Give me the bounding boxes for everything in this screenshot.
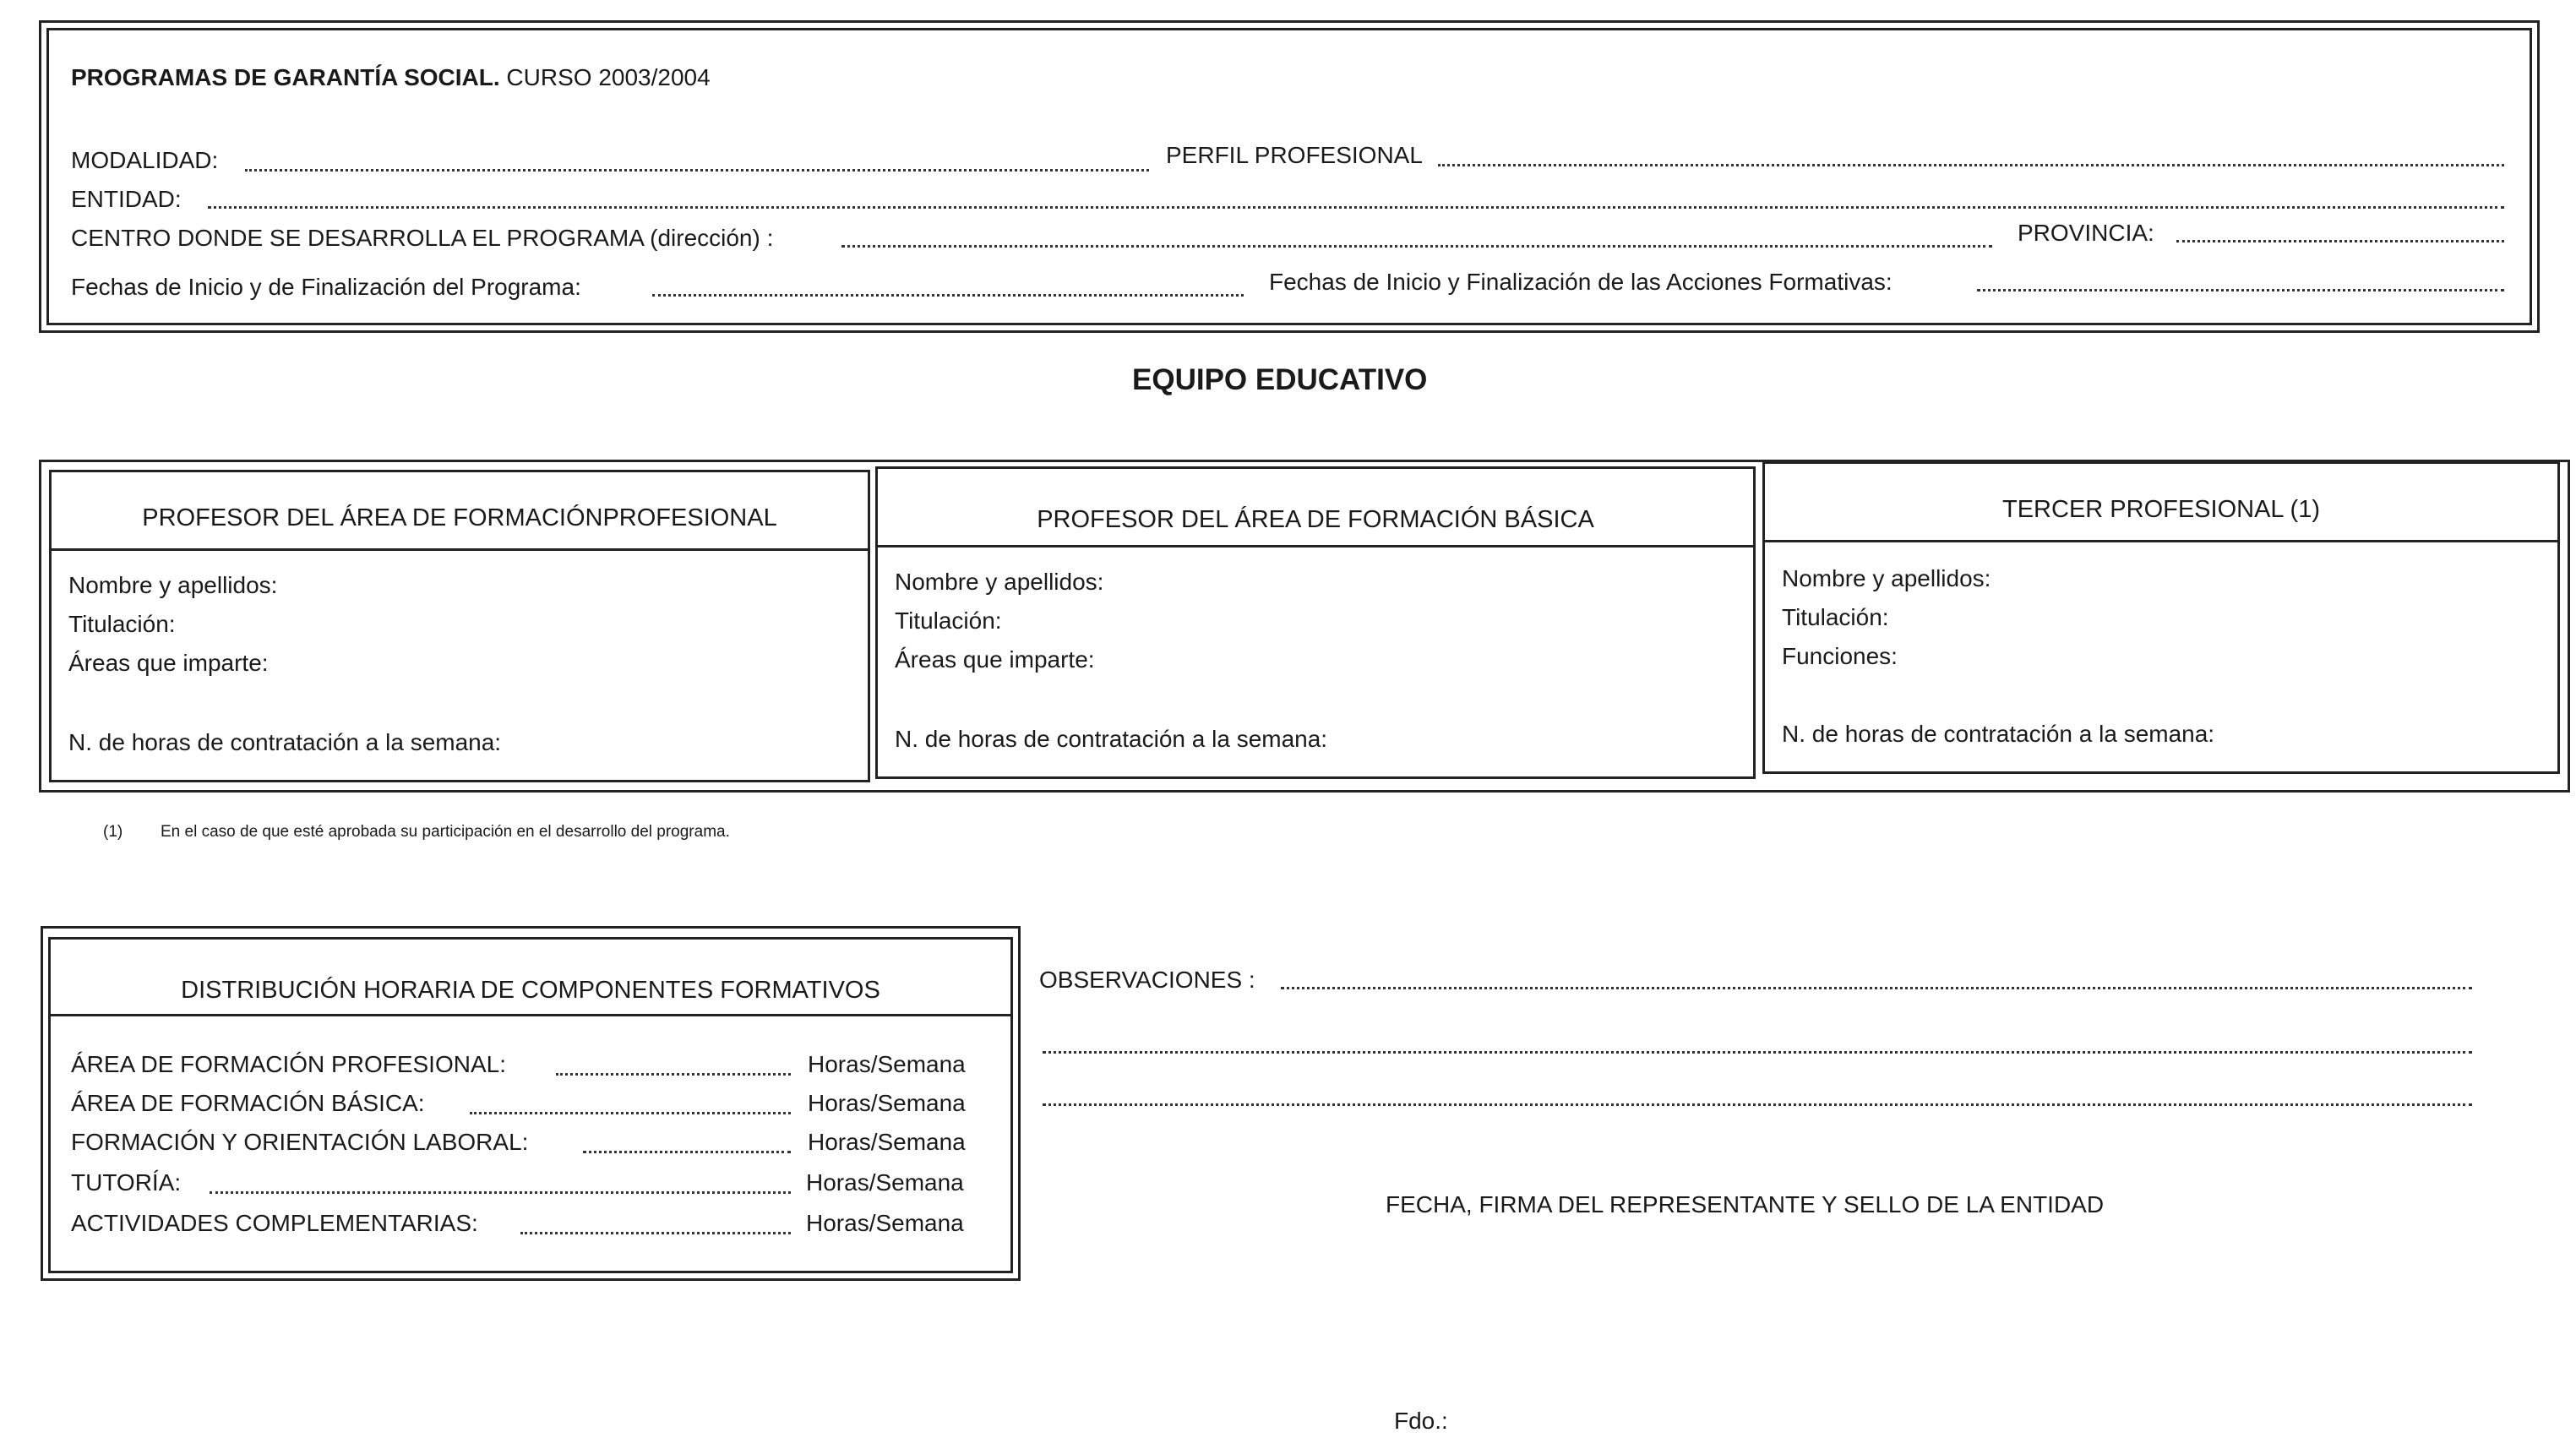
column-2-hours: N. de horas de contratación a la semana: bbox=[895, 726, 1328, 752]
fechas-programa-field[interactable] bbox=[652, 294, 1244, 297]
dist-row-4-unit: Horas/Semana bbox=[806, 1169, 964, 1196]
column-1-heading: PROFESOR DEL ÁREA DE FORMACIÓNPROFESIONAL bbox=[142, 504, 777, 531]
column-1-field-3: Áreas que imparte: bbox=[68, 650, 269, 676]
fechas-programa-label: Fechas de Inicio y de Finalización del Programa: bbox=[71, 274, 581, 300]
fechas-acciones-field[interactable] bbox=[1977, 289, 2504, 291]
dist-row-3-unit: Horas/Semana bbox=[808, 1129, 966, 1155]
equipo-column-2 bbox=[875, 466, 1756, 779]
program-title-bold: PROGRAMAS DE GARANTÍA SOCIAL. bbox=[71, 64, 500, 90]
equipo-column-1 bbox=[49, 470, 870, 782]
distribucion-heading: DISTRIBUCIÓN HORARIA DE COMPONENTES FORMATIVOS bbox=[181, 977, 880, 1004]
modalidad-label: MODALIDAD: bbox=[71, 147, 219, 173]
dist-row-4-field[interactable] bbox=[210, 1191, 791, 1194]
perfil-label: PERFIL PROFESIONAL bbox=[1166, 142, 1423, 168]
entidad-field[interactable] bbox=[208, 206, 2504, 209]
dist-row-1-unit: Horas/Semana bbox=[808, 1051, 966, 1077]
dist-row-5-label: ACTIVIDADES COMPLEMENTARIAS: bbox=[71, 1210, 478, 1236]
provincia-field[interactable] bbox=[2176, 240, 2504, 242]
signature-caption: FECHA, FIRMA DEL REPRESENTANTE Y SELLO DE LA ENTIDAD bbox=[1386, 1191, 2105, 1217]
observaciones-label: OBSERVACIONES : bbox=[1039, 967, 1255, 993]
dist-row-4-label: TUTORÍA: bbox=[71, 1169, 182, 1196]
column-1-hours: N. de horas de contratación a la semana: bbox=[68, 729, 502, 755]
dist-row-3-field[interactable] bbox=[583, 1151, 791, 1153]
column-2-field-1: Nombre y apellidos: bbox=[895, 569, 1104, 595]
column-3-field-3: Funciones: bbox=[1782, 643, 1898, 669]
column-2-heading: PROFESOR DEL ÁREA DE FORMACIÓN BÁSICA bbox=[1037, 506, 1594, 533]
centro-label: CENTRO DONDE SE DESARROLLA EL PROGRAMA (dirección) : bbox=[71, 225, 774, 251]
column-3-heading: TERCER PROFESIONAL (1) bbox=[2002, 496, 2320, 523]
observaciones-line-1[interactable] bbox=[1281, 987, 2472, 989]
centro-field[interactable] bbox=[841, 245, 1992, 248]
column-2-field-3: Áreas que imparte: bbox=[895, 646, 1095, 673]
observaciones-line-3[interactable] bbox=[1043, 1103, 2472, 1106]
modalidad-field[interactable] bbox=[245, 169, 1149, 172]
dist-row-1-label: ÁREA DE FORMACIÓN PROFESIONAL: bbox=[71, 1051, 506, 1077]
footnote-text: En el caso de que esté aprobada su participación en el desarrollo del programa. bbox=[161, 823, 730, 841]
footnote-mark: (1) bbox=[103, 823, 123, 841]
observaciones-line-2[interactable] bbox=[1043, 1051, 2472, 1054]
fdo-label: Fdo.: bbox=[1394, 1408, 1448, 1434]
fechas-acciones-label: Fechas de Inicio y Finalización de las Acciones Formativas: bbox=[1269, 269, 1893, 295]
column-3-hours: N. de horas de contratación a la semana: bbox=[1782, 721, 2215, 747]
program-title bbox=[71, 64, 711, 91]
provincia-label: PROVINCIA: bbox=[2018, 220, 2154, 246]
column-1-field-1: Nombre y apellidos: bbox=[68, 572, 278, 598]
column-1-field-2: Titulación: bbox=[68, 611, 176, 637]
entidad-label: ENTIDAD: bbox=[71, 186, 182, 212]
dist-row-5-field[interactable] bbox=[520, 1232, 791, 1234]
dist-row-2-field[interactable] bbox=[470, 1112, 791, 1114]
perfil-field[interactable] bbox=[1438, 164, 2504, 166]
column-2-field-2: Titulación: bbox=[895, 607, 1002, 634]
equipo-title: EQUIPO EDUCATIVO bbox=[1132, 363, 1428, 396]
dist-row-2-unit: Horas/Semana bbox=[808, 1090, 966, 1116]
dist-row-3-label: FORMACIÓN Y ORIENTACIÓN LABORAL: bbox=[71, 1129, 529, 1155]
equipo-column-3 bbox=[1762, 461, 2560, 774]
dist-row-1-field[interactable] bbox=[556, 1073, 791, 1076]
column-3-field-1: Nombre y apellidos: bbox=[1782, 565, 1991, 591]
dist-row-2-label: ÁREA DE FORMACIÓN BÁSICA: bbox=[71, 1090, 425, 1116]
program-course: CURSO 2003/2004 bbox=[506, 64, 711, 90]
column-3-field-2: Titulación: bbox=[1782, 604, 1889, 630]
dist-row-5-unit: Horas/Semana bbox=[806, 1210, 964, 1236]
